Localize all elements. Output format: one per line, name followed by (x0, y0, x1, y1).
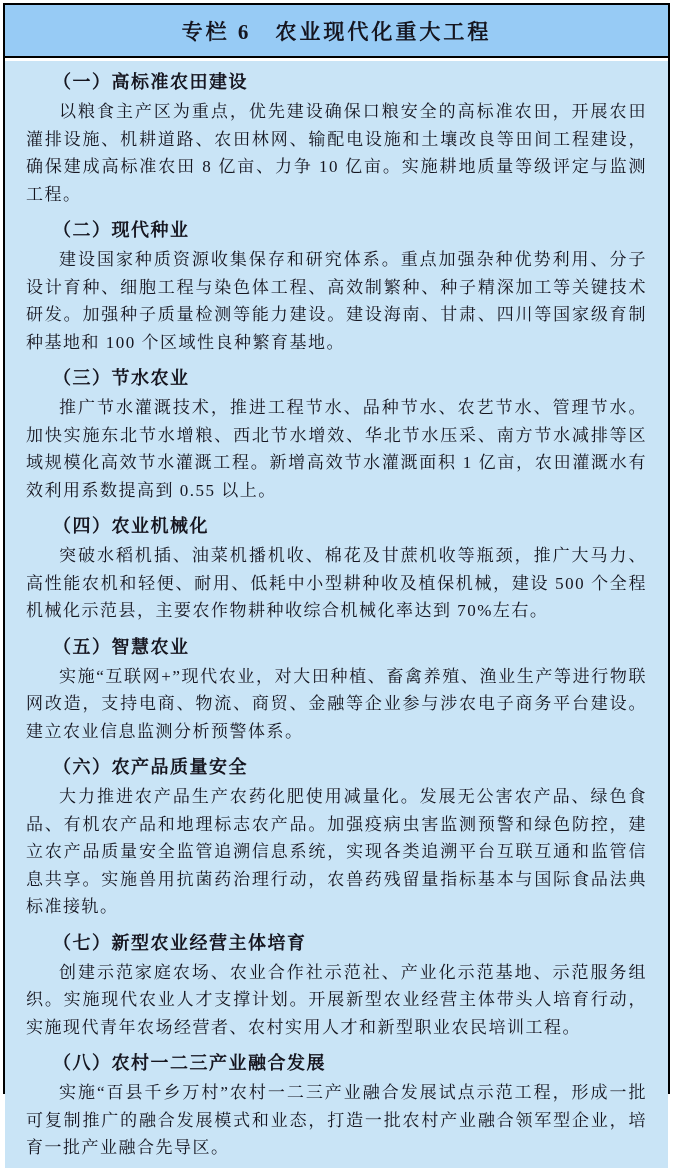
section-paragraph: 突破水稻机插、油菜机播机收、棉花及甘蔗机收等瓶颈，推广大马力、高性能农机和轻便、耐用、低耗中小型耕种收及植保机械，建设 500 个全程机械化示范县，主要农作物耕种收综合机械化率达到 70%左右。 (26, 546, 647, 620)
section-3 (26, 365, 647, 504)
section-6 (26, 754, 647, 921)
section-paragraph: 大力推进农产品生产农药化肥使用减量化。发展无公害农产品、绿色食品、有机农产品和地理标志农产品。加强疫病虫害监测预警和绿色防控，建立农产品质量安全监管追溯信息系统，实现各类追溯平台互联互通和监管信息共享。实施兽用抗菌药治理行动，农兽药残留量指标基本与国际食品法典标准接轨。 (26, 787, 647, 916)
section-heading: （四）农业机械化 (53, 516, 209, 536)
section-5 (26, 634, 647, 746)
panel-body (5, 61, 668, 1168)
section-heading: （一）高标准农田建设 (53, 72, 248, 92)
section-paragraph: 实施“百县千乡万村”农村一二三产业融合发展试点示范工程，形成一批可复制推广的融合发展模式和业态，打造一批农村产业融合领军型企业，培育一批产业融合先导区。 (26, 1083, 647, 1157)
section-heading: （五）智慧农业 (53, 636, 190, 657)
section-1 (26, 69, 647, 208)
section-paragraph: 推广节水灌溉技术，推进工程节水、品种节水、农艺节水、管理节水。加快实施东北节水增粮、西北节水增效、华北节水压采、南方节水减排等区域规模化高效节水灌溉工程。新增高效节水灌溉面积 1 亿亩，农田灌溉水有效利用系数提高到 0.55 以上。 (26, 398, 647, 500)
section-2 (26, 217, 647, 356)
section-paragraph: 建设国家种质资源收集保存和研究体系。重点加强杂种优势利用、分子设计育种、细胞工程与染色体工程、高效制繁种、种子精深加工等关键技术研发。加强种子质量检测等能力建设。建设海南、甘肃、四川等国家级育制种基地和 100 个区域性良种繁育基地。 (26, 250, 647, 352)
section-heading: （六）农产品质量安全 (53, 757, 248, 777)
panel-header (5, 5, 668, 58)
section-7 (26, 930, 647, 1042)
section-heading: （二）现代种业 (53, 220, 190, 240)
section-heading: （三）节水农业 (53, 368, 190, 388)
section-paragraph: 以粮食主产区为重点，优先建设确保口粮安全的高标准农田，开展农田灌排设施、机耕道路、农田林网、输配电设施和土壤改良等田间工程建设，确保建成高标准农田 8 亿亩、力争 10 亿亩。实施耕地质量等级评定与监测工程。 (26, 102, 647, 204)
section-paragraph: 实施“互联网+”现代农业，对大田种植、畜禽养殖、渔业生产等进行物联网改造，支持电商、物流、商贸、金融等企业参与涉农电子商务平台建设。建立农业信息监测分析预警体系。 (26, 666, 647, 741)
section-heading: （七）新型农业经营主体培育 (53, 932, 307, 953)
section-paragraph: 创建示范家庭农场、农业合作社示范社、产业化示范基地、示范服务组织。实施现代农业人才支撑计划。开展新型农业经营主体带头人培育行动，实施现代青年农场经营者、农村实用人才和新型职业农民培训工程。 (26, 962, 647, 1037)
section-4 (26, 513, 647, 625)
feature-box-panel (3, 3, 670, 1157)
section-8 (26, 1050, 647, 1162)
section-heading: （八）农村一二三产业融合发展 (53, 1053, 326, 1073)
panel-title: 专栏 6 农业现代化重大工程 (181, 19, 492, 44)
